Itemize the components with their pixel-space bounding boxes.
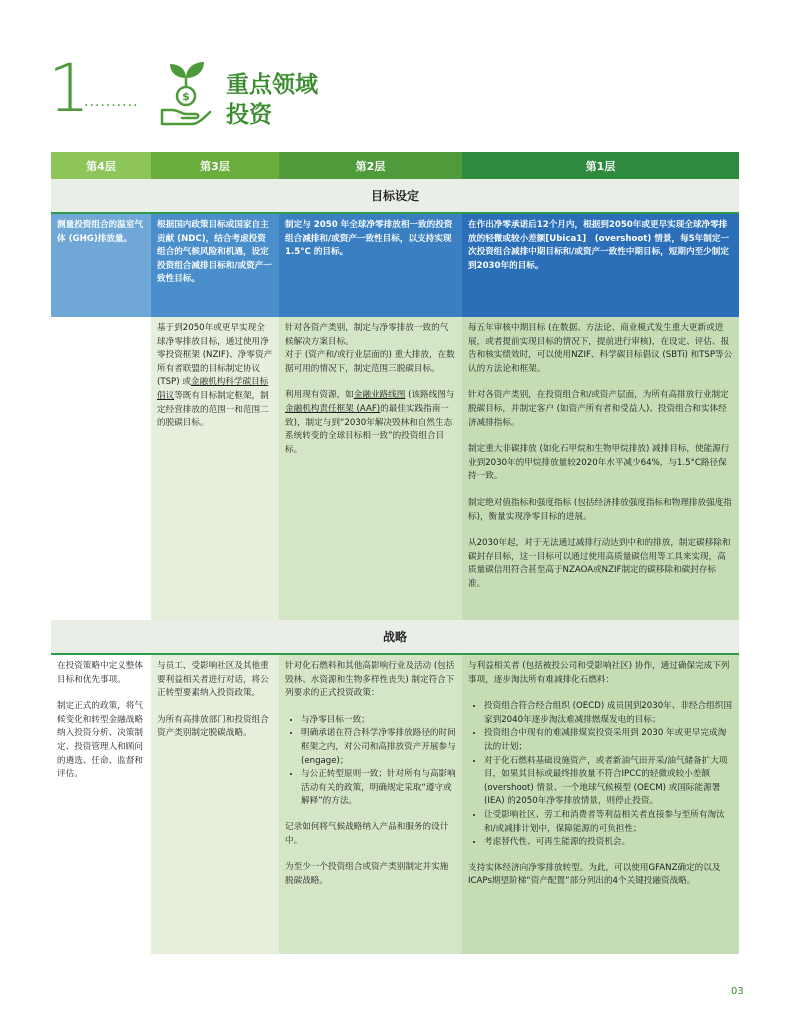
column-header-tier2: 第2层 (279, 152, 462, 179)
column-header-tier1: 第1层 (462, 152, 739, 179)
list-item: • 与净零目标一致； (301, 714, 456, 728)
cell-target2-tier4 (51, 317, 151, 620)
table-row (51, 213, 739, 317)
list-item: • 明确承诺在符合科学净零排放路径的时间框架之内，对公司和高排放资产开展参与 (engage)； (301, 727, 456, 768)
page-header (0, 0, 791, 150)
list-item: • 考虑替代性、可再生能源的投资机会。 (484, 836, 733, 850)
framework-table (51, 152, 739, 954)
section-number: 1 (48, 50, 90, 127)
cell-strategy-tier2: 针对化石燃料和其他高影响行业及活动 (包括毁林、水资源和生物多样性丧失) 制定符合下列要求的正式投资政策： • 与净零目标一致； • 明确承诺在符合科学净零排放路径的时间框架之内，对公司和高排放资产开展参与 (engage)； • 与公正转型原则一致；针对所有与高影响活动有关的政策，明确规定采取“遵守或解释”的方法。 记录如何将气候战略纳入产品和服务的设计中。 为至少一个投资组合或资产类别制定并实施脱碳战略。 (279, 654, 462, 954)
page-title-line1: 重点领域 (226, 72, 318, 98)
list-item: • 对于化石燃料基础设施资产，或者新油气田开采/油气储备扩大项目，如果其目标或最终排放量不符合IPCC的轻微或较小差额 (overshoot) 情景、一个地球气候模型 (OECM) 或国际能源署 (IEA) 的2050年净零排放情景，则停止投资。 (484, 755, 733, 809)
link-finance-roadmap[interactable]: 金融业路线图 (353, 390, 406, 401)
cell-target2-tier3: 基于到2050年或更早实现全球净零排放目标，通过使用净零投资框架 (NZIF)、净零资产所有者联盟的目标制定协议 (TSP) 或金融机构科学碳目标倡议等既有目标制定框架，制定经营排放的范围一和范围二的脱碳目标。 (151, 317, 279, 620)
list-item: • 投资组合中现有的难减排煤炭投资采用到 2030 年或更早完成淘汰的计划； (484, 727, 733, 754)
cell-target-tier1: 在作出净零承诺后12个月内，根据到2050年或更早实现全球净零排放的轻微或较小差额[Ubica1] (overshoot) 情景，每5年制定一次投资组合减排中期目标和/或资产一致性中期目标，短期内至少制定到2030年的目标。 (462, 213, 739, 317)
table-row (51, 317, 739, 620)
link-sbti-fi[interactable]: 金融机构科学碳目标倡议 (157, 377, 269, 401)
list-item: • 与公正转型原则一致；针对所有与高影响活动有关的政策，明确规定采取“遵守或解释”的方法。 (301, 768, 456, 809)
page-number: 03 (731, 986, 744, 997)
section-title-target-setting: 目标设定 (51, 179, 739, 213)
section-title-strategy: 战略 (51, 620, 739, 654)
cell-strategy-tier3: 与员工、受影响社区及其他重要利益相关者进行对话，将公正转型要素纳入投资政策。 为所有高排放部门和投资组合资产类别制定脱碳战略。 (151, 654, 279, 954)
page-title-line2: 投资 (226, 102, 272, 128)
dotted-leader: .......... (84, 94, 139, 110)
list-item: • 投资组合符合经合组织 (OECD) 成员国到2030年、非经合组织国家到2040年逐步淘汰难减排燃煤发电的目标； (484, 700, 733, 727)
strategy-tier2-list (285, 714, 456, 809)
cell-target2-tier2: 针对各资产类别，制定与净零排放一致的气候解决方案目标。 对于 (资产和/或行业层面的) 重大排放，在数据可用的情况下，制定范围三脱碳目标。 利用现有资源，如金融业路线图 (该路线图与金融机构责任框架 (AAF)的最佳实践指南一致)，制定与到“2030年解决毁林和自然生态系统转变的全球目标相一致”的投资组合目标。 (279, 317, 462, 620)
link-aaf[interactable]: 金融机构责任框架 (AAF) (285, 403, 381, 414)
cell-target-tier3: 根据国内政策目标或国家自主贡献 (NDC)，结合考虑投资组合的气候风险和机遇，设定投资组合减排目标和/或资产一致性目标。 (151, 213, 279, 317)
hand-coin-plant-icon (158, 58, 214, 130)
cell-target-tier4: 测量投资组合的温室气体 (GHG)排放量。 (51, 213, 151, 317)
list-item: • 让受影响社区、劳工和消费者等利益相关者直接参与至所有淘汰和/或减排计划中，保障能源的可负担性； (484, 809, 733, 836)
cell-strategy-tier1: 与利益相关者 (包括被投公司和受影响社区) 协作，通过确保完成下列事项，逐步淘汰所有难减排化石燃料： • 投资组合符合经合组织 (OECD) 成员国到2030年、非经合组织国家到2040年逐步淘汰难减排燃煤发电的目标； • 投资组合中现有的难减排煤炭投资采用到 2030 年或更早完成淘汰的计划； • 对于化石燃料基础设施资产，或者新油气田开采/油气储备扩大项目，如果其目标或最终排放量不符合IPCC的轻微或较小差额 (overshoot) 情景、一个地球气候模型 (OECM) 或国际能源署 (IEA) 的2050年净零排放情景，则停止投资。 • 让受影响社区、劳工和消费者等利益相关者直接参与至所有淘汰和/或减排计划中，保障能源的可负担性； • 考虑替代性、可再生能源的投资机会。 支持实体经济向净零排放转型。为此，可以使用GFANZ确定的以及ICAPs期望阶梯“资产配置”部分列出的4个关键投融资战略。 (462, 654, 739, 954)
column-header-tier3: 第3层 (151, 152, 279, 179)
column-header-row (51, 152, 739, 179)
cell-target-tier2: 制定与 2050 年全球净零排放相一致的投资组合减排和/或资产一致性目标，以支持实现 1.5°C 的目标。 (279, 213, 462, 317)
column-header-tier4: 第4层 (51, 152, 151, 179)
strategy-tier1-list (468, 700, 733, 850)
cell-target2-tier1: 每五年审核中期目标 (在数据、方法论、商业模式发生重大更新或进展，或者提前实现目标的情况下，提前进行审核)，在设定、评估、报告和核实绩效时，可以使用NZIF、科学碳目标倡议 (SBTi) 和TSP等公认的方法论和框架。 针对各资产类别，在投资组合和/或资产层面，为所有高排放行业制定脱碳目标，并制定客户 (如资产所有者和受益人)、投资组合和实体经济减排指标。 制定重大非碳排放 (如化石甲烷和生物甲烷排放) 减排目标，使能源行业到2030年的甲烷排放量较2020年水平减少64%，与1.5°C路径保持一致。 制定绝对值指标和强度指标 (包括经济排放强度指标和物理排放强度指标)，衡量实现净零目标的进展。 从2030年起，对于无法通过减排行动达到中和的排放，制定碳移除和碳封存目标，这一目标可以通过使用高质量碳信用等工具来实现，高质量碳信用符合甚至高于NZAOA或NZIF制定的碳移除和碳封存标准。 (462, 317, 739, 620)
svg-text:$: $ (182, 90, 190, 103)
table-row (51, 654, 739, 954)
cell-strategy-tier4: 在投资策略中定义整体目标和优先事项。 制定正式的政策，将气候变化和转型金融战略纳入投资分析、决策制定、投资管理人和顾问的遴选、任命、监督和评估。 (51, 654, 151, 954)
